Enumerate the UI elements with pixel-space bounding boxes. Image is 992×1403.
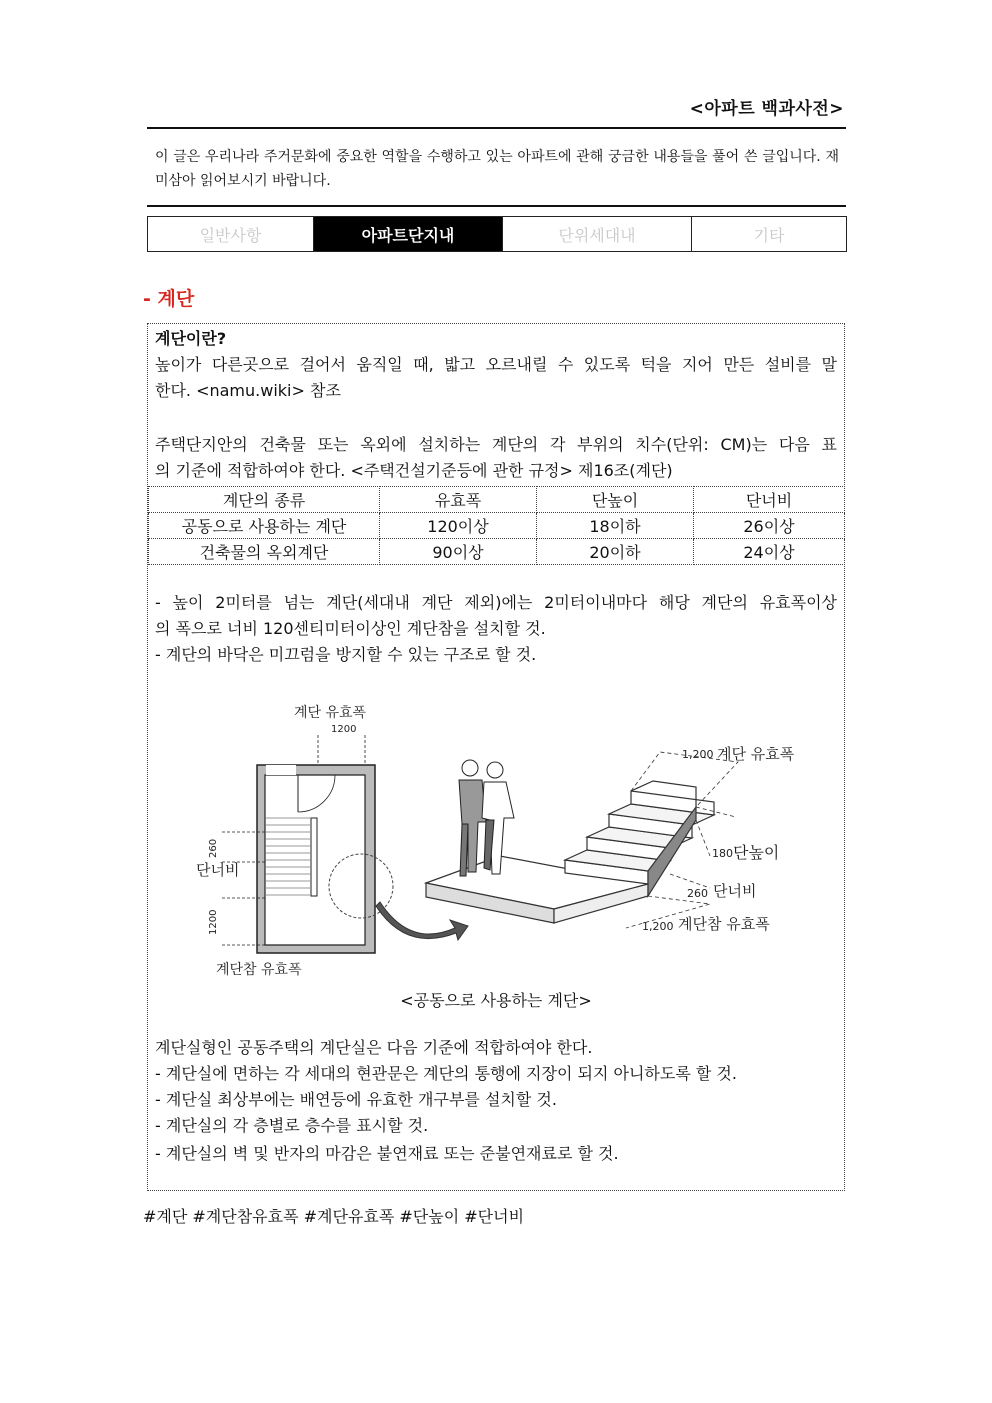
iso-width-label: 계단 유효폭 (717, 745, 795, 763)
stairwell-rule: - 계단실에 면하는 각 세대의 현관문은 계단의 통행에 지장이 되지 아니하도록 할 것. (155, 1064, 737, 1083)
definition-line-1: 높이가 다른곳으로 걸어서 움직일 때, 밟고 오르내릴 수 있도록 턱을 지어 만든 설비를 말 (155, 355, 837, 374)
plan-width-label: 계단 유효폭 (294, 705, 367, 721)
iso-landing-dim: 1,200 (642, 920, 674, 933)
tab-general[interactable]: 일반사항 (148, 217, 314, 251)
tab-unit[interactable]: 단위세대내 (503, 217, 692, 251)
intro-rule (147, 205, 846, 207)
stairwell-rule: - 계단실의 벽 및 반자의 마감은 불연재료 또는 준불연재료로 할 것. (155, 1144, 619, 1163)
tab-other[interactable]: 기타 (753, 225, 785, 245)
iso-rise-dim: 180 (712, 847, 733, 860)
table-header-cell: 단높이 (537, 487, 694, 513)
stairwell-intro: 계단실형인 공동주택의 계단실은 다음 기준에 적합하여야 한다. (155, 1038, 593, 1057)
table-cell: 공동으로 사용하는 계단 (149, 513, 380, 539)
plan-tread-label: 단너비 (196, 861, 240, 879)
rule-1-line-1: - 높이 2미터를 넘는 계단(세대내 계단 제외)에는 2미터이내마다 해당 계단의 유효폭이상 (155, 593, 837, 612)
definition-line-2: 한다. <namu.wiki> 참조 (155, 381, 341, 400)
table-cell: 24이상 (694, 539, 845, 565)
stairwell-rule: - 계단실의 각 층별로 층수를 표시할 것. (155, 1116, 429, 1135)
document-title: <아파트 백과사전> (689, 99, 844, 119)
table-cell: 26이상 (694, 513, 845, 539)
top-rule (147, 127, 846, 129)
table-cell: 90이상 (380, 539, 537, 565)
stair-plan-drawing (222, 735, 393, 953)
table-row (149, 539, 845, 565)
intro-text: 이 글은 우리나라 주거문화에 중요한 역할을 수행하고 있는 아파트에 관해 궁금한 내용들을 풀어 쓴 글입니다. 재미삼아 읽어보시기 바랍니다. (155, 149, 839, 189)
rule-2: - 계단의 바닥은 미끄럼을 방지할 수 있는 구조로 할 것. (155, 645, 537, 664)
category-tabs (147, 216, 847, 252)
iso-tread-label: 단너비 (713, 882, 757, 900)
table-cell: 18이하 (537, 513, 694, 539)
iso-landing-label: 계단참 유효폭 (678, 915, 770, 933)
plan-landing-label: 계단참 유효폭 (216, 962, 302, 978)
stair-spec-table (148, 486, 845, 565)
stairwell-rule: - 계단실 최상부에는 배연등에 유효한 개구부를 설치할 것. (155, 1090, 557, 1109)
standard-line-2: 의 기준에 적합하여야 한다. <주택건설기준등에 관한 규정> 제16조(계단) (155, 461, 673, 480)
tab-apartment-complex[interactable]: 아파트단지내 (314, 217, 503, 251)
table-header-cell: 단너비 (694, 487, 845, 513)
hashtags: #계단 #계단참유효폭 #계단유효폭 #단높이 #단너비 (143, 1207, 525, 1226)
table-cell: 20이하 (537, 539, 694, 565)
table-header-cell: 유효폭 (380, 487, 537, 513)
plan-landing-dim: 1200 (208, 909, 219, 935)
section-title: - 계단 (143, 288, 195, 310)
figure-caption: <공동으로 사용하는 계단> (400, 991, 592, 1010)
table-header-row (149, 487, 845, 513)
table-row (149, 513, 845, 539)
table-cell: 건축물의 옥외계단 (149, 539, 380, 565)
plan-tread-dim: 260 (208, 838, 219, 858)
arrow-icon (376, 902, 468, 940)
rule-1-line-2: 의 폭으로 너비 120센티미터이상인 계단참을 설치할 것. (155, 619, 546, 638)
iso-width-dim: 1,200 (682, 748, 714, 761)
stair-figure (150, 690, 840, 990)
table-header-cell: 계단의 종류 (149, 487, 380, 513)
standard-line-1: 주택단지안의 건축물 또는 옥외에 설치하는 계단의 각 부위의 치수(단위: CM)는 다음 표 (155, 435, 837, 454)
iso-rise-label: 단높이 (733, 843, 780, 862)
definition-title: 계단이란? (155, 329, 227, 348)
table-cell: 120이상 (380, 513, 537, 539)
iso-tread-dim: 260 (687, 887, 708, 900)
plan-width-dim: 1200 (331, 724, 357, 735)
